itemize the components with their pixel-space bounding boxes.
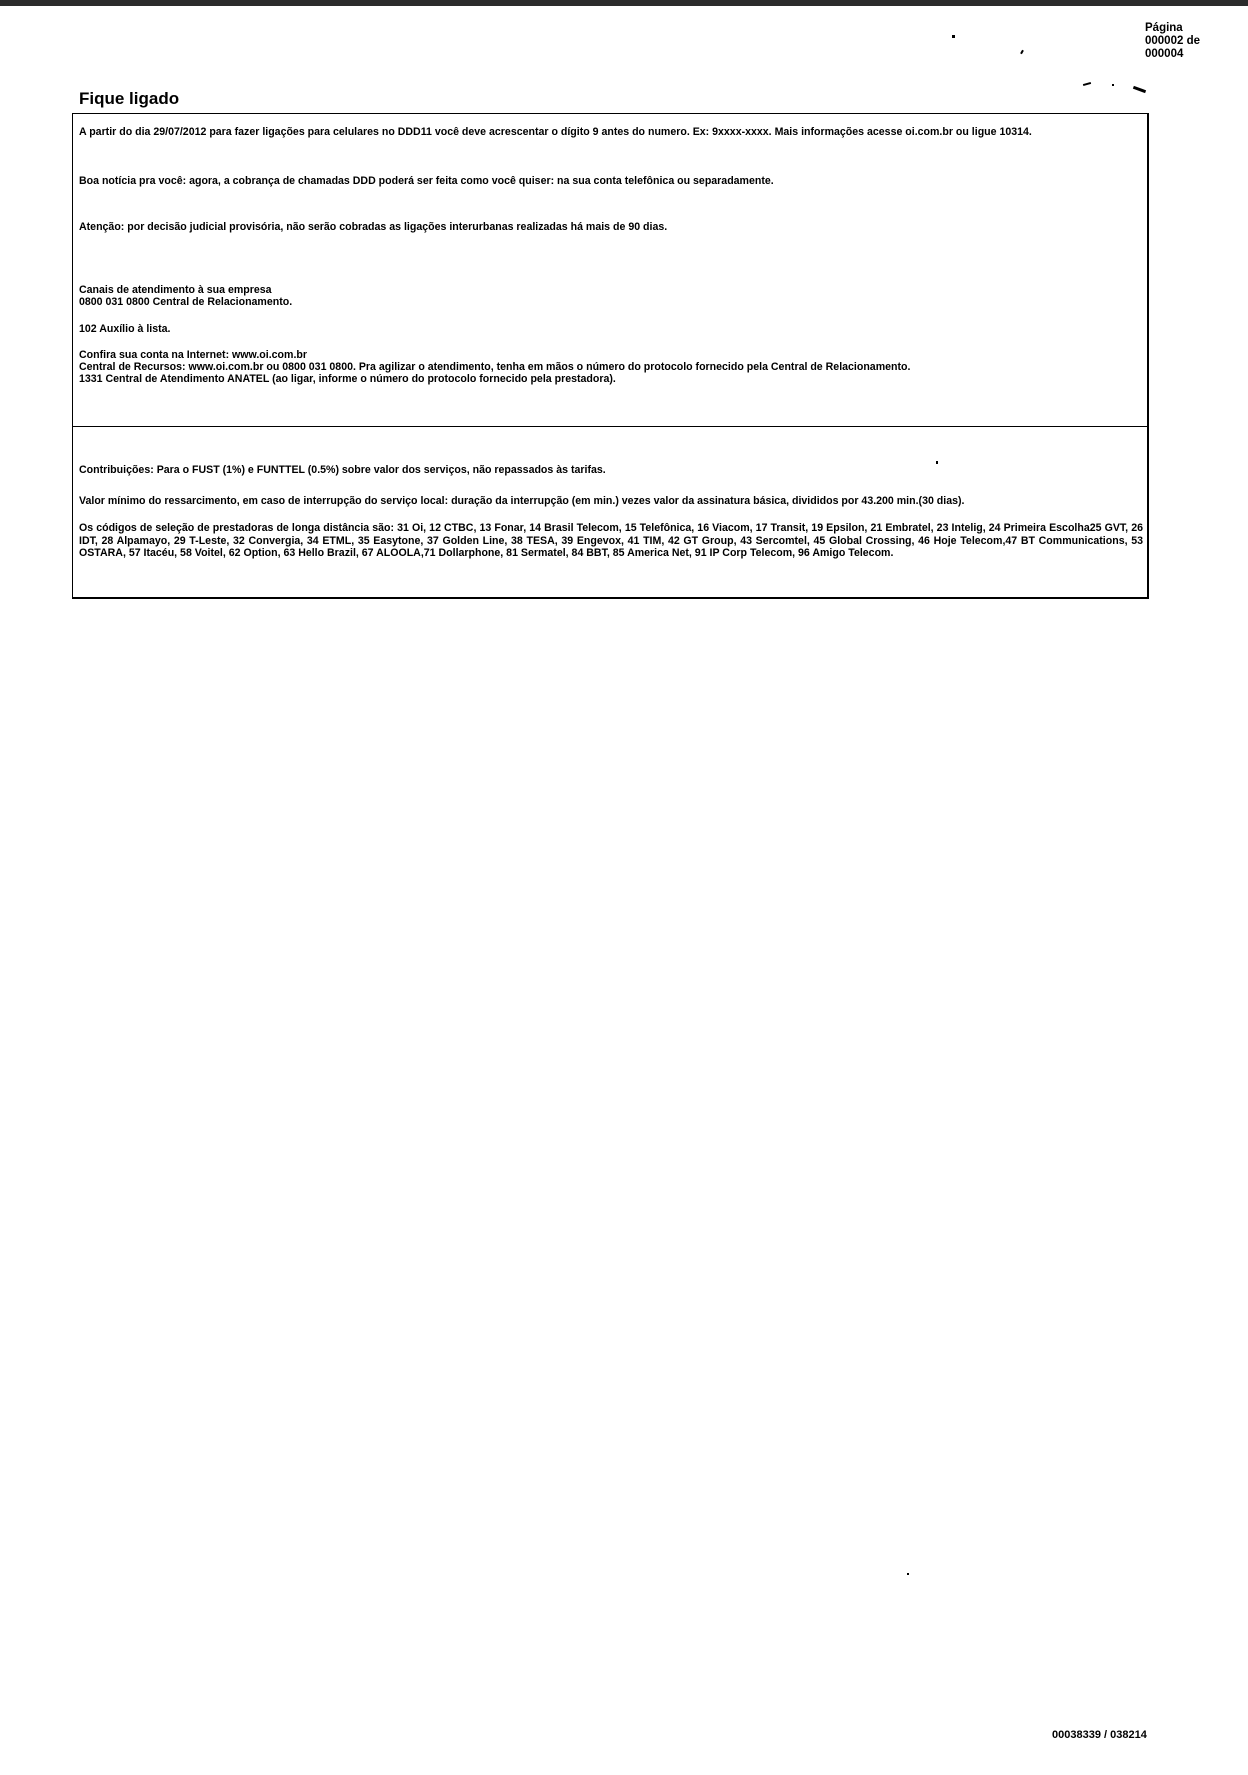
notice-box — [72, 113, 1149, 599]
legal-contributions: Contribuições: Para o FUST (1%) e FUNTTEL (0.5%) sobre valor dos serviços, não repassados às tarifas. — [79, 464, 606, 476]
document-id: 00038339 / 038214 — [1052, 1729, 1147, 1741]
page-total: 000004 — [1145, 48, 1184, 60]
section-title: Fique ligado — [79, 89, 180, 108]
scan-edge — [0, 0, 1248, 6]
page-counter — [1145, 22, 1200, 61]
contact-channels — [79, 284, 292, 308]
notice-attention: Atenção: por decisão judicial provisória, não serão cobradas as ligações interurbanas realizadas há mais de 90 dias. — [79, 221, 668, 233]
scan-speck — [952, 35, 955, 38]
legal-refund: Valor mínimo do ressarcimento, em caso de interrupção do serviço local: duração da interrupção (em min.) vezes valor da assinatura básica, divididos por 43.200 min.(30 dias). — [79, 495, 965, 507]
scan-speck — [1020, 50, 1024, 54]
scan-speck — [1083, 82, 1091, 86]
notice-box-top — [73, 114, 1147, 427]
contact-relationship: 0800 031 0800 Central de Relacionamento. — [79, 296, 293, 308]
page-label: Página — [1145, 22, 1183, 34]
notice-ddd11: A partir do dia 29/07/2012 para fazer ligações para celulares no DDD11 você deve acrescentar o dígito 9 antes do numero. Ex: 9xxxx-xxxx. Mais informações acesse oi.com.br ou ligue 10314. — [79, 126, 1032, 138]
page-current: 000002 de — [1145, 35, 1200, 47]
scan-speck — [1133, 86, 1146, 93]
contact-heading: Canais de atendimento à sua empresa — [79, 284, 272, 296]
contact-directory: 102 Auxílio à lista. — [79, 323, 171, 335]
scan-speck — [1112, 84, 1114, 86]
notice-billing: Boa notícia pra você: agora, a cobrança de chamadas DDD poderá ser feita como você quiser: na sua conta telefônica ou separadamente. — [79, 175, 774, 187]
contact-resources: Central de Recursos: www.oi.com.br ou 0800 031 0800. Pra agilizar o atendimento, tenha em mãos o número do protocolo fornecido pela Central de Relacionamento. — [79, 361, 911, 373]
contact-online-bill: Confira sua conta na Internet: www.oi.com.br — [79, 349, 307, 361]
contact-anatel: 1331 Central de Atendimento ANATEL (ao ligar, informe o número do protocolo fornecido pela prestadora). — [79, 373, 616, 385]
scan-speck — [907, 1573, 909, 1575]
legal-carrier-codes: Os códigos de seleção de prestadoras de longa distância são: 31 Oi, 12 CTBC, 13 Fonar, 14 Brasil Telecom, 15 Telefônica, 16 Viacom, 17 Transit, 19 Epsilon, 21 Embratel, 23 Intelig, 24 Primeira Escolha25 GVT, 26 IDT, 28 Alpamayo, 29 T-Leste, 32 Convergia, 34 ETML, 35 Easytone, 37 Golden Line, 38 TESA, 39 Engevox, 41 TIM, 42 GT Group, 43 Sercomtel, 45 Global Crossing, 46 Hoje Telecom,47 BT Communications, 53 OSTARA, 57 Itacéu, 58 Voitel, 62 Option, 63 Hello Brazil, 67 ALOOLA,71 Dollarphone, 81 Sermatel, 84 BBT, 85 America Net, 91 IP Corp Telecom, 96 Amigo Telecom. — [79, 522, 1143, 559]
contact-online — [79, 349, 910, 385]
